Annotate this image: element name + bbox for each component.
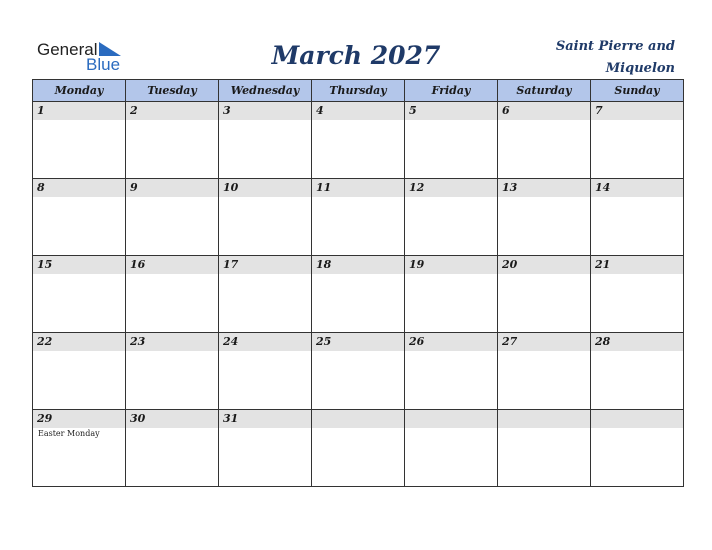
weekday-header: Thursday — [312, 80, 405, 102]
country-line-1: Saint Pierre and — [555, 39, 675, 54]
day-number: 11 — [312, 179, 404, 197]
day-cell — [219, 410, 312, 487]
day-cell — [405, 333, 498, 410]
day-number: 16 — [126, 256, 218, 274]
day-cell — [126, 410, 219, 487]
day-cell — [33, 256, 126, 333]
day-cell — [33, 102, 126, 179]
day-number: 2 — [126, 102, 218, 120]
day-number: 9 — [126, 179, 218, 197]
day-number: 21 — [591, 256, 683, 274]
day-number: 27 — [498, 333, 590, 351]
day-cell — [498, 256, 591, 333]
day-number: 4 — [312, 102, 404, 120]
day-cell — [498, 333, 591, 410]
logo-blue-text: Blue — [86, 55, 121, 74]
day-cell — [126, 256, 219, 333]
day-number: 15 — [33, 256, 125, 274]
day-cell — [405, 179, 498, 256]
week-row — [33, 333, 684, 410]
weekday-header: Tuesday — [126, 80, 219, 102]
day-cell — [591, 410, 684, 487]
page-title: March 2027 — [271, 41, 441, 70]
day-cell — [219, 333, 312, 410]
day-cell — [498, 102, 591, 179]
day-cell — [312, 333, 405, 410]
day-cell — [126, 179, 219, 256]
day-cell — [312, 179, 405, 256]
day-number: 8 — [33, 179, 125, 197]
day-number: 13 — [498, 179, 590, 197]
day-number: 19 — [405, 256, 497, 274]
day-number — [591, 410, 683, 428]
day-number: 22 — [33, 333, 125, 351]
day-number: 7 — [591, 102, 683, 120]
day-cell — [498, 410, 591, 487]
day-number: 31 — [219, 410, 311, 428]
country-line-2: Miquelon — [605, 61, 675, 76]
day-number: 3 — [219, 102, 311, 120]
day-number: 20 — [498, 256, 590, 274]
week-row — [33, 102, 684, 179]
day-cell — [219, 256, 312, 333]
day-cell — [312, 256, 405, 333]
day-number: 10 — [219, 179, 311, 197]
day-cell — [126, 102, 219, 179]
weekday-header: Sunday — [591, 80, 684, 102]
day-number — [405, 410, 497, 428]
day-number: 26 — [405, 333, 497, 351]
logo-triangle-icon — [99, 42, 121, 56]
day-number — [312, 410, 404, 428]
calendar-grid — [32, 79, 684, 487]
day-number: 5 — [405, 102, 497, 120]
day-number: 6 — [498, 102, 590, 120]
day-number — [498, 410, 590, 428]
week-row — [33, 179, 684, 256]
day-cell — [405, 102, 498, 179]
day-cell — [591, 256, 684, 333]
day-number: 12 — [405, 179, 497, 197]
day-cell — [405, 410, 498, 487]
day-number: 18 — [312, 256, 404, 274]
day-number: 23 — [126, 333, 218, 351]
day-number: 30 — [126, 410, 218, 428]
day-cell — [219, 179, 312, 256]
day-cell — [591, 179, 684, 256]
logo-general-text: General — [37, 40, 98, 59]
holiday-label: Easter Monday — [38, 429, 100, 438]
weekday-header: Wednesday — [219, 80, 312, 102]
weekday-header: Saturday — [498, 80, 591, 102]
day-number: 28 — [591, 333, 683, 351]
week-row — [33, 256, 684, 333]
day-cell — [312, 410, 405, 487]
day-number: 14 — [591, 179, 683, 197]
day-cell — [33, 410, 126, 487]
day-number: 29 — [33, 410, 125, 428]
day-cell — [498, 179, 591, 256]
day-cell — [219, 102, 312, 179]
day-number: 1 — [33, 102, 125, 120]
day-cell — [126, 333, 219, 410]
day-number: 24 — [219, 333, 311, 351]
day-cell — [33, 179, 126, 256]
day-cell — [591, 102, 684, 179]
day-number: 17 — [219, 256, 311, 274]
country-name — [515, 36, 675, 80]
logo — [37, 40, 137, 74]
day-cell — [405, 256, 498, 333]
day-cell — [591, 333, 684, 410]
weekday-header: Monday — [33, 80, 126, 102]
day-cell — [33, 333, 126, 410]
day-number: 25 — [312, 333, 404, 351]
weekday-header-row — [33, 80, 684, 102]
week-row — [33, 410, 684, 487]
weekday-header: Friday — [405, 80, 498, 102]
day-cell — [312, 102, 405, 179]
